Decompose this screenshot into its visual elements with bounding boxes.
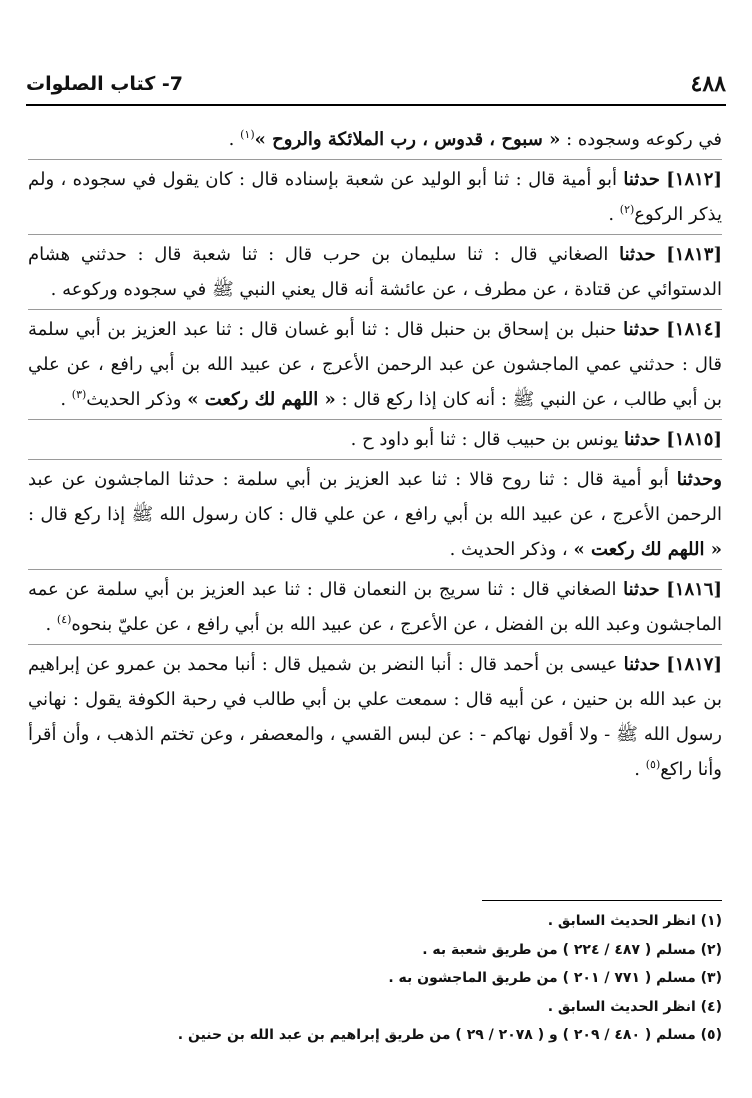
footnote-3: (٣) مسلم ( ٧٧١ / ٢٠١ ) من طريق الماجشون به . <box>388 970 722 986</box>
paragraph-tail: . <box>634 759 646 780</box>
paragraph-tail: . <box>45 614 57 635</box>
hadith-number: [١٨١٤] <box>666 319 722 340</box>
page-number: ٤٨٨ <box>690 71 726 97</box>
footnotes <box>28 907 722 1050</box>
hadith-text-continued: وذكر الحديث <box>86 389 188 410</box>
quoted-dua: « اللهم لك ركعت » <box>573 539 722 560</box>
paragraph-tail: . <box>228 129 241 150</box>
footnote-divider <box>482 900 722 901</box>
footnote-5: (٥) مسلم ( ٤٨٠ / ٢٠٩ ) و ( ٢٠٧٨ / ٢٩ ) من طريق إبراهيم بن عبد الله بن حنين . <box>177 1027 722 1043</box>
footnote-ref: (١) <box>240 128 255 141</box>
hadith-1816 <box>28 569 722 642</box>
hadith-number: [١٨١٢] <box>666 169 722 190</box>
footnote-ref: (٤) <box>56 613 72 626</box>
main-text <box>28 122 722 787</box>
hadith-lead: حدثنا <box>624 429 661 450</box>
quoted-dua: « اللهم لك ركعت » <box>187 389 336 410</box>
hadith-text: الصغاني قال : ثنا سريج بن النعمان قال : ثنا عبد العزيز بن أبي سلمة عن عمه الماجشون وعبد الله بن الفضل ، عن الأعرج ، عن عبيد الله بن أبي رافع ، عن عليّ بنحوه <box>28 579 722 635</box>
hadith-1817 <box>28 644 722 787</box>
hadith-number: [١٨١٣] <box>666 244 722 265</box>
footnote-2: (٢) مسلم ( ٤٨٧ / ٢٢٤ ) من طريق شعبة به . <box>422 941 722 958</box>
hadith-1815-second-chain <box>28 459 722 567</box>
hadith-text-continued: ، وذكر الحديث . <box>449 539 574 560</box>
hadith-lead: حدثنا <box>623 654 661 675</box>
footnote-1: (١) انظر الحديث السابق . <box>547 913 722 929</box>
hadith-number: [١٨١٥] <box>666 429 722 450</box>
hadith-text: يونس بن حبيب قال : ثنا أبو داود ح . <box>350 429 625 450</box>
paragraph-opening <box>28 122 722 157</box>
paragraph-text: في ركوعه وسجوده : <box>560 129 722 150</box>
hadith-text: الصغاني قال : ثنا سليمان بن حرب قال : ثنا شعبة قال : حدثني هشام الدستوائي عن قتادة ، عن مطرف ، عن عائشة أنه قال يعني النبي ﷺ في سجوده وركوعه . <box>28 244 722 300</box>
paragraph-tail: . <box>608 204 620 225</box>
hadith-text: أبو أمية قال : ثنا أبو الوليد عن شعبة بإسناده قال : كان يقول في سجوده ، ولم يذكر الركوع <box>28 169 722 225</box>
hadith-lead: حدثنا <box>623 319 660 340</box>
hadith-1815 <box>28 419 722 457</box>
hadith-lead: وحدثنا <box>676 469 722 490</box>
footnote-ref: (٥) <box>645 758 661 771</box>
paragraph-tail: . <box>60 389 72 410</box>
hadith-text: عيسى بن أحمد قال : أنبا النضر بن شميل قال : أنبا محمد بن عمرو عن إبراهيم بن عبد الله بن حنين ، عن أبيه قال : سمعت علي بن أبي طالب في رحبة الكوفة يقول : نهاني رسول الله ﷺ - ولا أقول نهاكم - : عن لبس القسي ، والمعصفر ، وعن تختم الذهب ، وأن أقرأ وأنا راكع <box>28 654 722 780</box>
hadith-number: [١٨١٦] <box>666 579 722 600</box>
footnote-ref: (٣) <box>71 388 87 401</box>
page-header <box>26 64 726 106</box>
hadith-1814 <box>28 309 722 417</box>
hadith-lead: حدثنا <box>619 244 656 265</box>
hadith-1812 <box>28 159 722 232</box>
footnote-ref: (٢) <box>619 203 635 216</box>
footnote-4: (٤) انظر الحديث السابق . <box>547 998 722 1015</box>
hadith-text: حنبل بن إسحاق بن حنبل قال : ثنا أبو غسان قال : ثنا عبد العزيز بن أبي سلمة قال : حدثني عمي الماجشون عن عبد الرحمن الأعرج ، عن عبيد الله بن أبي رافع ، عن علي بن أبي طالب ، عن النبي ﷺ : أنه كان إذا ركع قال : <box>28 319 722 410</box>
hadith-lead: حدثنا <box>623 169 660 190</box>
quoted-dua: « سبوح ، قدوس ، رب الملائكة والروح » <box>254 129 561 150</box>
hadith-text: أبو أمية قال : ثنا روح قالا : ثنا عبد العزيز بن أبي سلمة : حدثنا الماجشون عن عبد الرحمن الأعرج ، عن عبيد الله بن أبي رافع ، عن علي قال : كان رسول الله ﷺ إذا ركع قال : <box>28 469 723 525</box>
hadith-lead: حدثنا <box>623 579 660 600</box>
hadith-1813 <box>28 234 722 307</box>
hadith-number: [١٨١٧] <box>666 654 722 675</box>
chapter-title: 7- كتاب الصلوات <box>26 73 184 95</box>
